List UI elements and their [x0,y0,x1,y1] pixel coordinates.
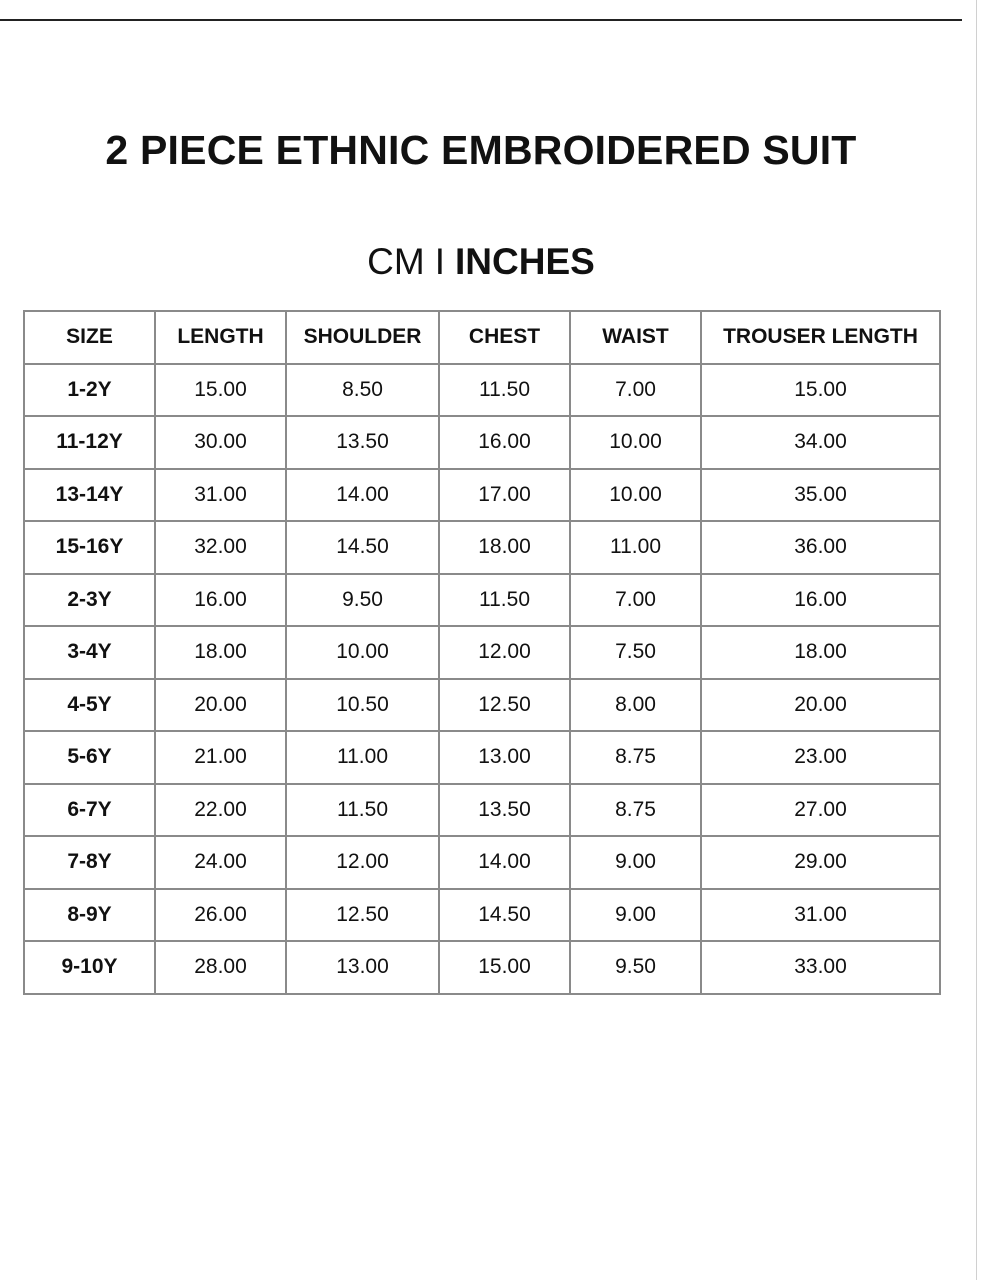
table-row [24,626,940,679]
header-shoulder: SHOULDER [286,311,439,364]
cell-size: 1-2Y [24,364,155,417]
cell-chest: 11.50 [439,364,570,417]
cell-length: 16.00 [155,574,286,627]
cell-waist: 10.00 [570,469,701,522]
cell-trouser-length: 20.00 [701,679,940,732]
page-edge [976,0,977,1280]
cell-length: 26.00 [155,889,286,942]
units-label [0,240,962,284]
table-row [24,836,940,889]
cell-shoulder: 12.00 [286,836,439,889]
cell-chest: 17.00 [439,469,570,522]
cell-trouser-length: 33.00 [701,941,940,994]
cell-length: 30.00 [155,416,286,469]
cell-trouser-length: 23.00 [701,731,940,784]
table-row [24,679,940,732]
cell-shoulder: 11.00 [286,731,439,784]
cell-size: 4-5Y [24,679,155,732]
cell-chest: 13.50 [439,784,570,837]
unit-inches: INCHES [455,241,595,282]
table-row [24,941,940,994]
cell-chest: 13.00 [439,731,570,784]
table-row [24,416,940,469]
table-row [24,521,940,574]
cell-waist: 9.50 [570,941,701,994]
cell-length: 31.00 [155,469,286,522]
cell-waist: 8.75 [570,731,701,784]
cell-waist: 9.00 [570,889,701,942]
cell-chest: 14.00 [439,836,570,889]
table-row [24,574,940,627]
cell-size: 9-10Y [24,941,155,994]
cell-size: 6-7Y [24,784,155,837]
cell-trouser-length: 16.00 [701,574,940,627]
cell-shoulder: 13.50 [286,416,439,469]
size-chart-table [23,310,941,995]
cell-trouser-length: 29.00 [701,836,940,889]
table-row [24,784,940,837]
cell-shoulder: 10.00 [286,626,439,679]
cell-size: 3-4Y [24,626,155,679]
cell-shoulder: 10.50 [286,679,439,732]
cell-length: 24.00 [155,836,286,889]
cell-trouser-length: 34.00 [701,416,940,469]
table-row [24,889,940,942]
header-waist: WAIST [570,311,701,364]
cell-chest: 11.50 [439,574,570,627]
cell-waist: 11.00 [570,521,701,574]
cell-chest: 16.00 [439,416,570,469]
cell-waist: 7.50 [570,626,701,679]
cell-size: 7-8Y [24,836,155,889]
cell-chest: 14.50 [439,889,570,942]
cell-trouser-length: 18.00 [701,626,940,679]
cell-size: 11-12Y [24,416,155,469]
cell-shoulder: 11.50 [286,784,439,837]
cell-shoulder: 12.50 [286,889,439,942]
table-header-row [24,311,940,364]
cell-size: 2-3Y [24,574,155,627]
header-length: LENGTH [155,311,286,364]
table-row [24,731,940,784]
cell-chest: 15.00 [439,941,570,994]
cell-trouser-length: 15.00 [701,364,940,417]
unit-separator: I [434,241,445,282]
cell-length: 20.00 [155,679,286,732]
cell-length: 22.00 [155,784,286,837]
cell-length: 18.00 [155,626,286,679]
cell-waist: 10.00 [570,416,701,469]
table-row [24,364,940,417]
header-trouser-length: TROUSER LENGTH [701,311,940,364]
cell-trouser-length: 31.00 [701,889,940,942]
cell-chest: 12.00 [439,626,570,679]
cell-shoulder: 8.50 [286,364,439,417]
cell-shoulder: 14.50 [286,521,439,574]
cell-length: 15.00 [155,364,286,417]
cell-shoulder: 13.00 [286,941,439,994]
cell-shoulder: 9.50 [286,574,439,627]
cell-size: 8-9Y [24,889,155,942]
cell-size: 5-6Y [24,731,155,784]
cell-length: 21.00 [155,731,286,784]
cell-size: 13-14Y [24,469,155,522]
header-chest: CHEST [439,311,570,364]
cell-chest: 18.00 [439,521,570,574]
cell-waist: 8.00 [570,679,701,732]
cell-waist: 8.75 [570,784,701,837]
header-size: SIZE [24,311,155,364]
cell-length: 28.00 [155,941,286,994]
cell-size: 15-16Y [24,521,155,574]
cell-chest: 12.50 [439,679,570,732]
page-title: 2 PIECE ETHNIC EMBROIDERED SUIT [105,127,857,173]
cell-waist: 7.00 [570,574,701,627]
top-divider [0,19,962,21]
cell-trouser-length: 35.00 [701,469,940,522]
cell-length: 32.00 [155,521,286,574]
cell-trouser-length: 27.00 [701,784,940,837]
cell-waist: 9.00 [570,836,701,889]
cell-waist: 7.00 [570,364,701,417]
table-row [24,469,940,522]
cell-shoulder: 14.00 [286,469,439,522]
cell-trouser-length: 36.00 [701,521,940,574]
unit-cm: CM [367,241,425,282]
